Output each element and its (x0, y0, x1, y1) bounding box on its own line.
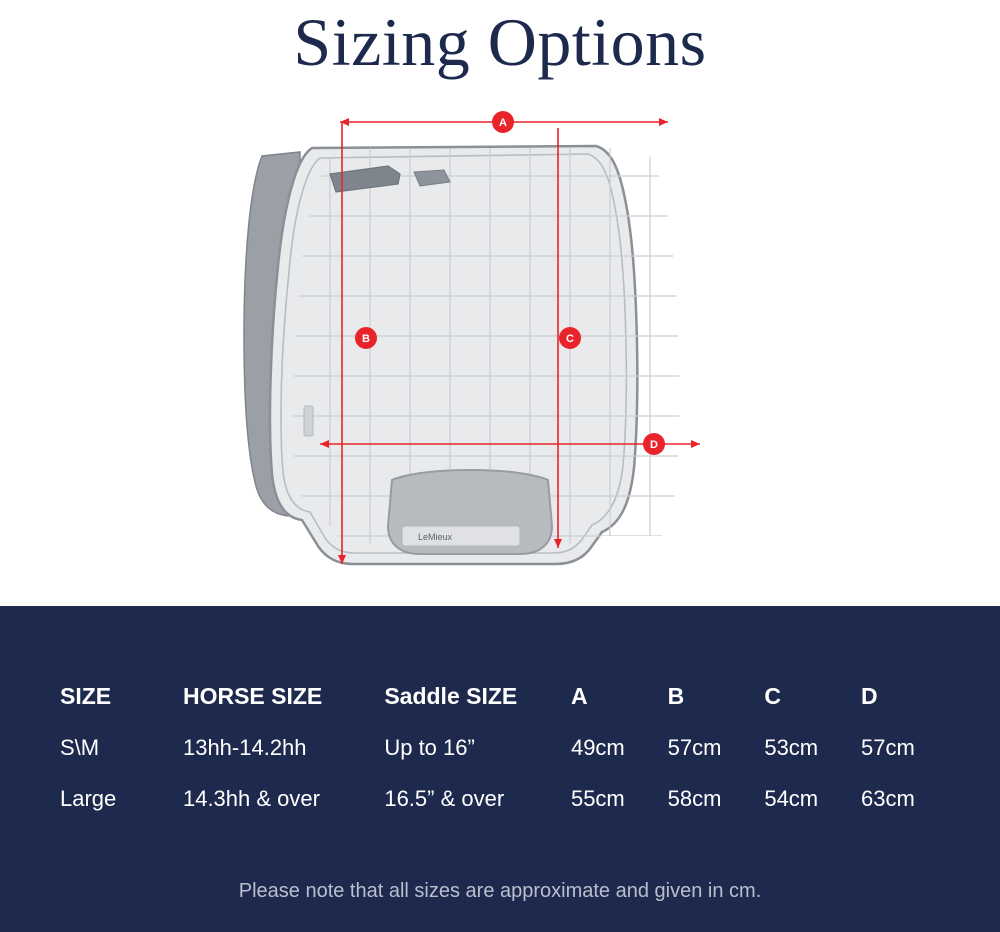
header-horse-size: HORSE SIZE (182, 682, 323, 709)
cell-saddle-size: 16.5” & over (384, 785, 505, 811)
pad-body (260, 146, 700, 566)
sizing-note: Please note that all sizes are approximate and given in cm. (238, 880, 762, 902)
side-label (304, 406, 313, 436)
cell-c: 54cm (764, 785, 819, 811)
cell-a: 49cm (570, 734, 625, 760)
sizing-table (60, 670, 950, 824)
cell-c: 53cm (764, 734, 819, 760)
measure-label-b (355, 327, 377, 349)
cell-saddle-size: Up to 16” (384, 734, 475, 760)
measure-label-a (492, 111, 514, 133)
cell-horse-size: 13hh-14.2hh (182, 734, 307, 760)
measure-label-c-text: C (566, 333, 574, 345)
table-header-row (60, 670, 950, 722)
cell-a: 55cm (570, 785, 625, 811)
header-saddle-size: Saddle SIZE (384, 682, 518, 709)
diagram-svg (0, 96, 1000, 606)
table-row (60, 773, 950, 824)
measure-label-a-text: A (499, 117, 507, 129)
header-d: D (861, 682, 878, 709)
sizing-table-panel (0, 606, 1000, 932)
measure-label-b-text: B (362, 333, 370, 345)
table-row (60, 722, 950, 773)
cell-d: 57cm (861, 734, 915, 760)
header-b: B (667, 682, 685, 709)
saddle-pad-diagram (0, 96, 1000, 606)
page-title: Sizing Options (293, 4, 707, 80)
cell-d: 63cm (861, 785, 915, 811)
measure-label-d-text: D (650, 439, 658, 451)
cell-b: 57cm (667, 734, 722, 760)
brand-tag-text: LeMieux (418, 532, 453, 542)
header-c: C (764, 682, 781, 709)
cell-size: S\M (60, 734, 100, 760)
cell-horse-size: 14.3hh & over (182, 785, 320, 811)
header-a: A (570, 682, 588, 709)
header-size: SIZE (60, 682, 112, 709)
measure-label-d (643, 433, 665, 455)
measure-label-c (559, 327, 581, 349)
cell-size: Large (60, 785, 117, 811)
cell-b: 58cm (667, 785, 722, 811)
